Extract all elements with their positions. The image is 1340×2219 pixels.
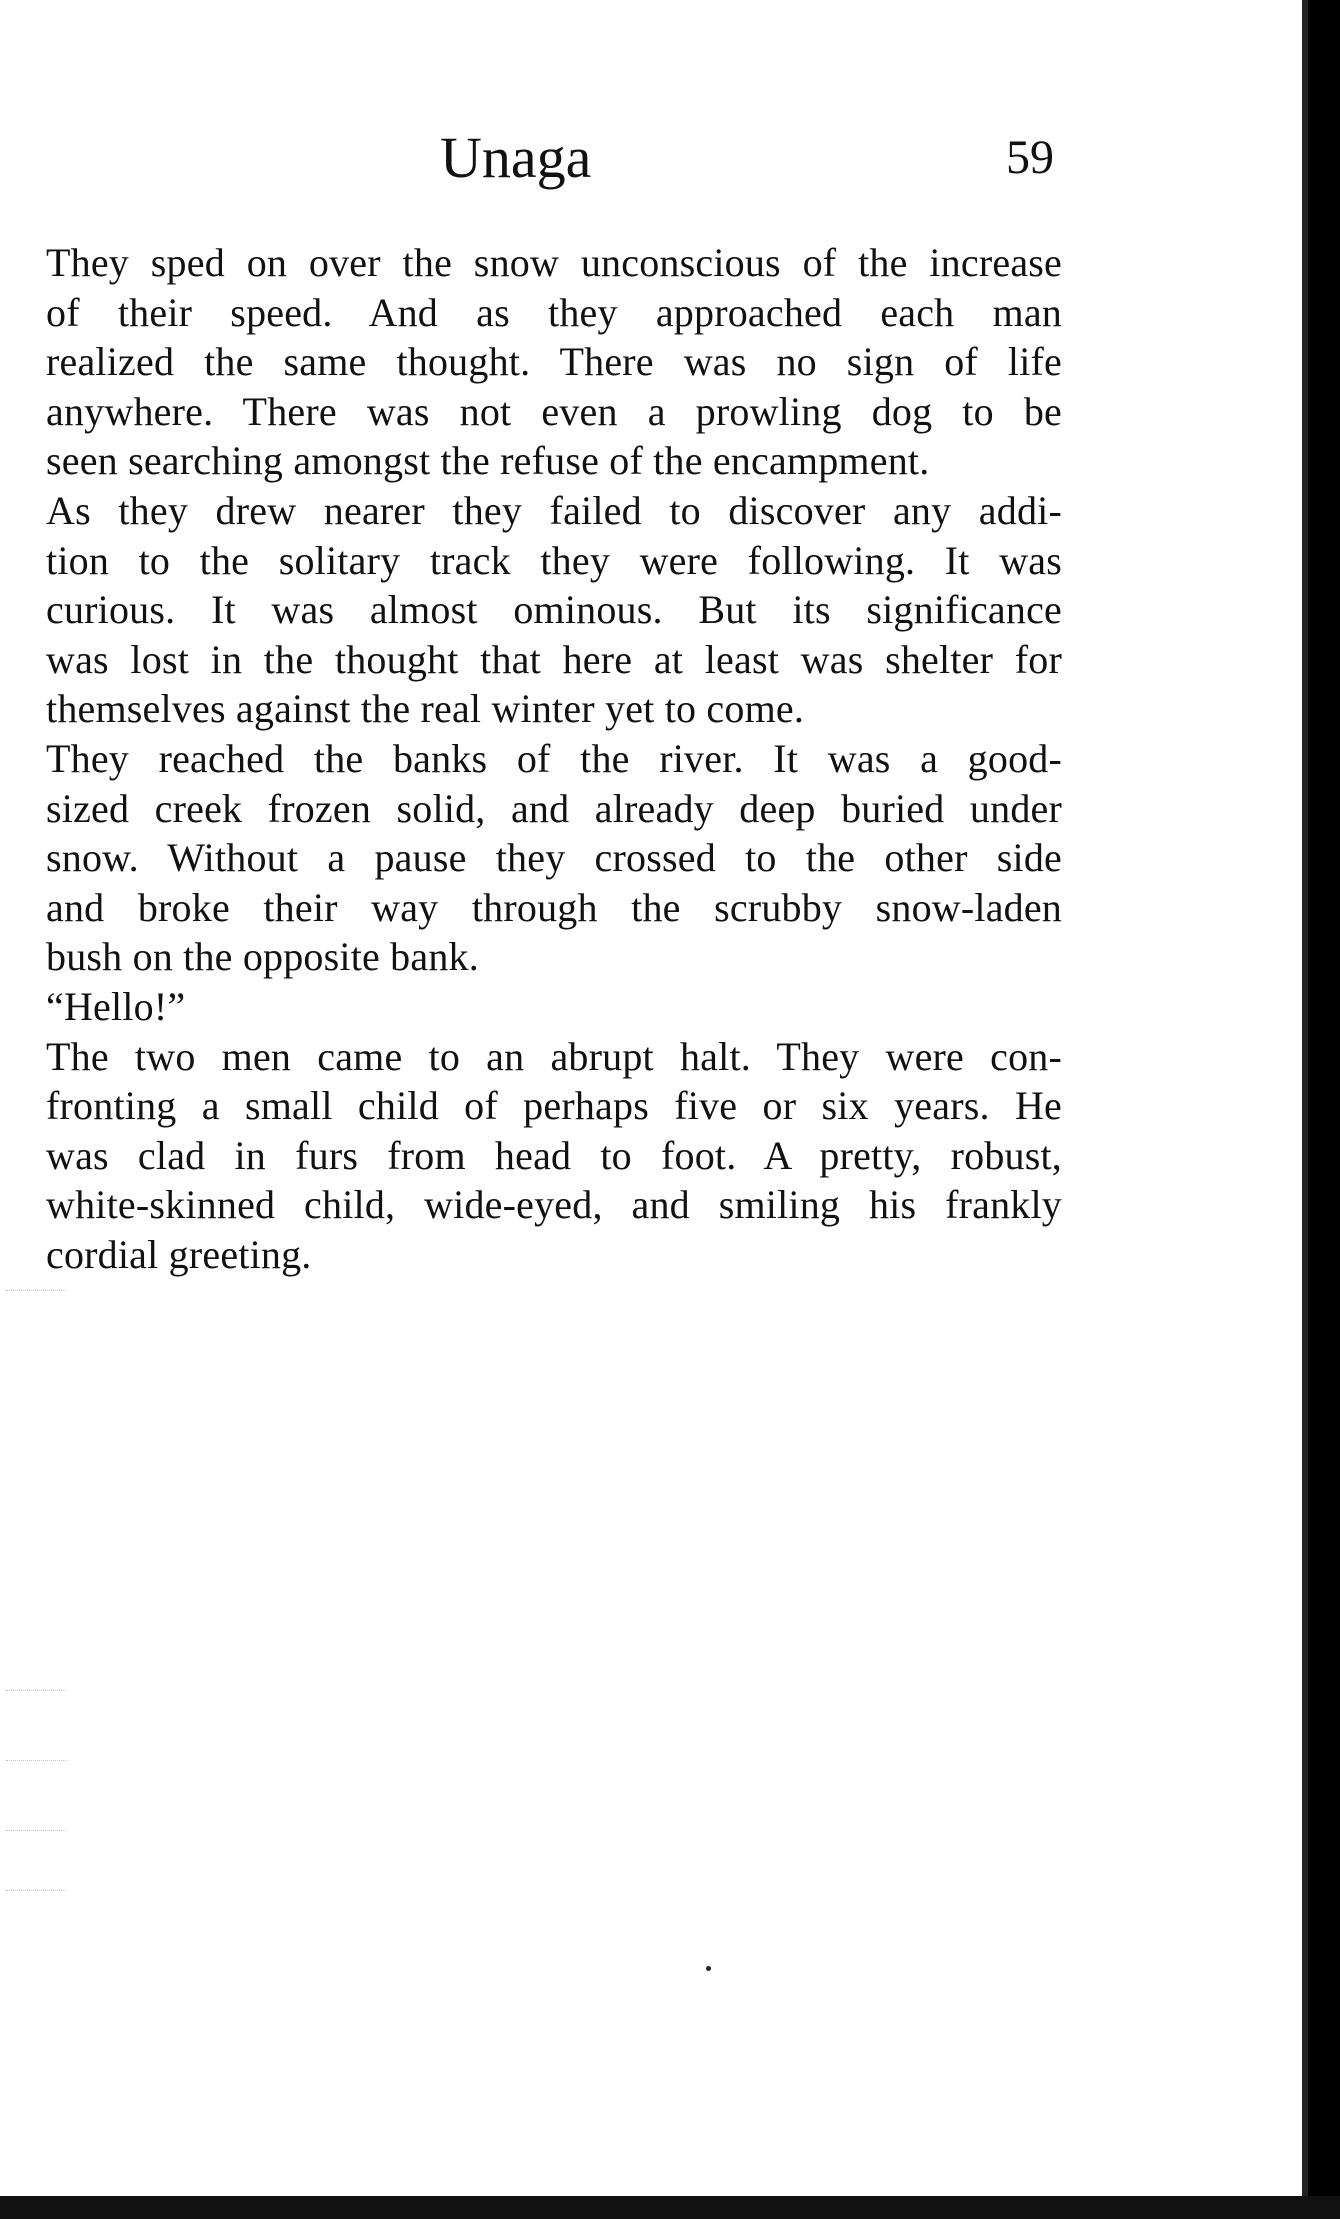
text-line: of their speed. And as they approached each man <box>46 289 1062 335</box>
scan-artifact <box>6 1290 66 1305</box>
body-text <box>4 238 1062 1279</box>
text-line: They sped on over the snow unconscious of the increase <box>46 240 1062 285</box>
text-line: was lost in the thought that here at least was shelter for <box>46 636 1062 682</box>
text-line: tion to the solitary track they were following. It was <box>46 537 1062 583</box>
text-line: The two men came to an abrupt halt. They were con- <box>46 1033 1062 1079</box>
text-line: fronting a small child of perhaps five or six years. He <box>46 1083 1062 1129</box>
text-line: They reached the banks of the river. It was a good- <box>46 735 1062 781</box>
paragraph-2 <box>4 486 1062 734</box>
text-line: curious. It was almost ominous. But its significance <box>46 587 1062 633</box>
text-line: “Hello!” <box>46 983 186 1029</box>
scan-artifact <box>6 1890 66 1905</box>
scan-artifact <box>6 1830 66 1845</box>
text-line: sized creek frozen solid, and already deep buried under <box>46 785 1062 831</box>
text-line: bush on the opposite bank. <box>46 934 479 980</box>
text-line: cordial greeting. <box>46 1231 312 1277</box>
text-line: As they drew nearer they failed to discover any addi- <box>46 487 1062 533</box>
paragraph-4 <box>4 1032 1062 1280</box>
text-line: snow. Without a pause they crossed to the other side <box>46 835 1062 881</box>
scan-artifact <box>6 1760 66 1775</box>
running-head <box>0 118 1302 198</box>
page-number: 59 <box>1006 131 1054 184</box>
text-line: and broke their way through the scrubby snow-laden <box>46 884 1062 930</box>
paragraph-dialogue <box>4 982 1062 1032</box>
scan-border <box>0 2196 1340 2219</box>
text-line: white-skinned child, wide-eyed, and smiling his frankly <box>46 1182 1062 1228</box>
running-title: Unaga <box>440 125 592 190</box>
paragraph-3 <box>4 734 1062 982</box>
text-line: realized the same thought. There was no sign of life <box>46 339 1062 385</box>
paragraph-1 <box>4 238 1062 486</box>
text-line: themselves against the real winter yet to come. <box>46 686 805 732</box>
text-line: was clad in furs from head to foot. A pretty, robust, <box>46 1132 1062 1178</box>
text-line: seen searching amongst the refuse of the encampment. <box>46 438 930 484</box>
text-line: anywhere. There was not even a prowling dog to be <box>46 388 1062 434</box>
scan-artifact <box>6 1690 66 1705</box>
ink-speck <box>706 1966 711 1971</box>
